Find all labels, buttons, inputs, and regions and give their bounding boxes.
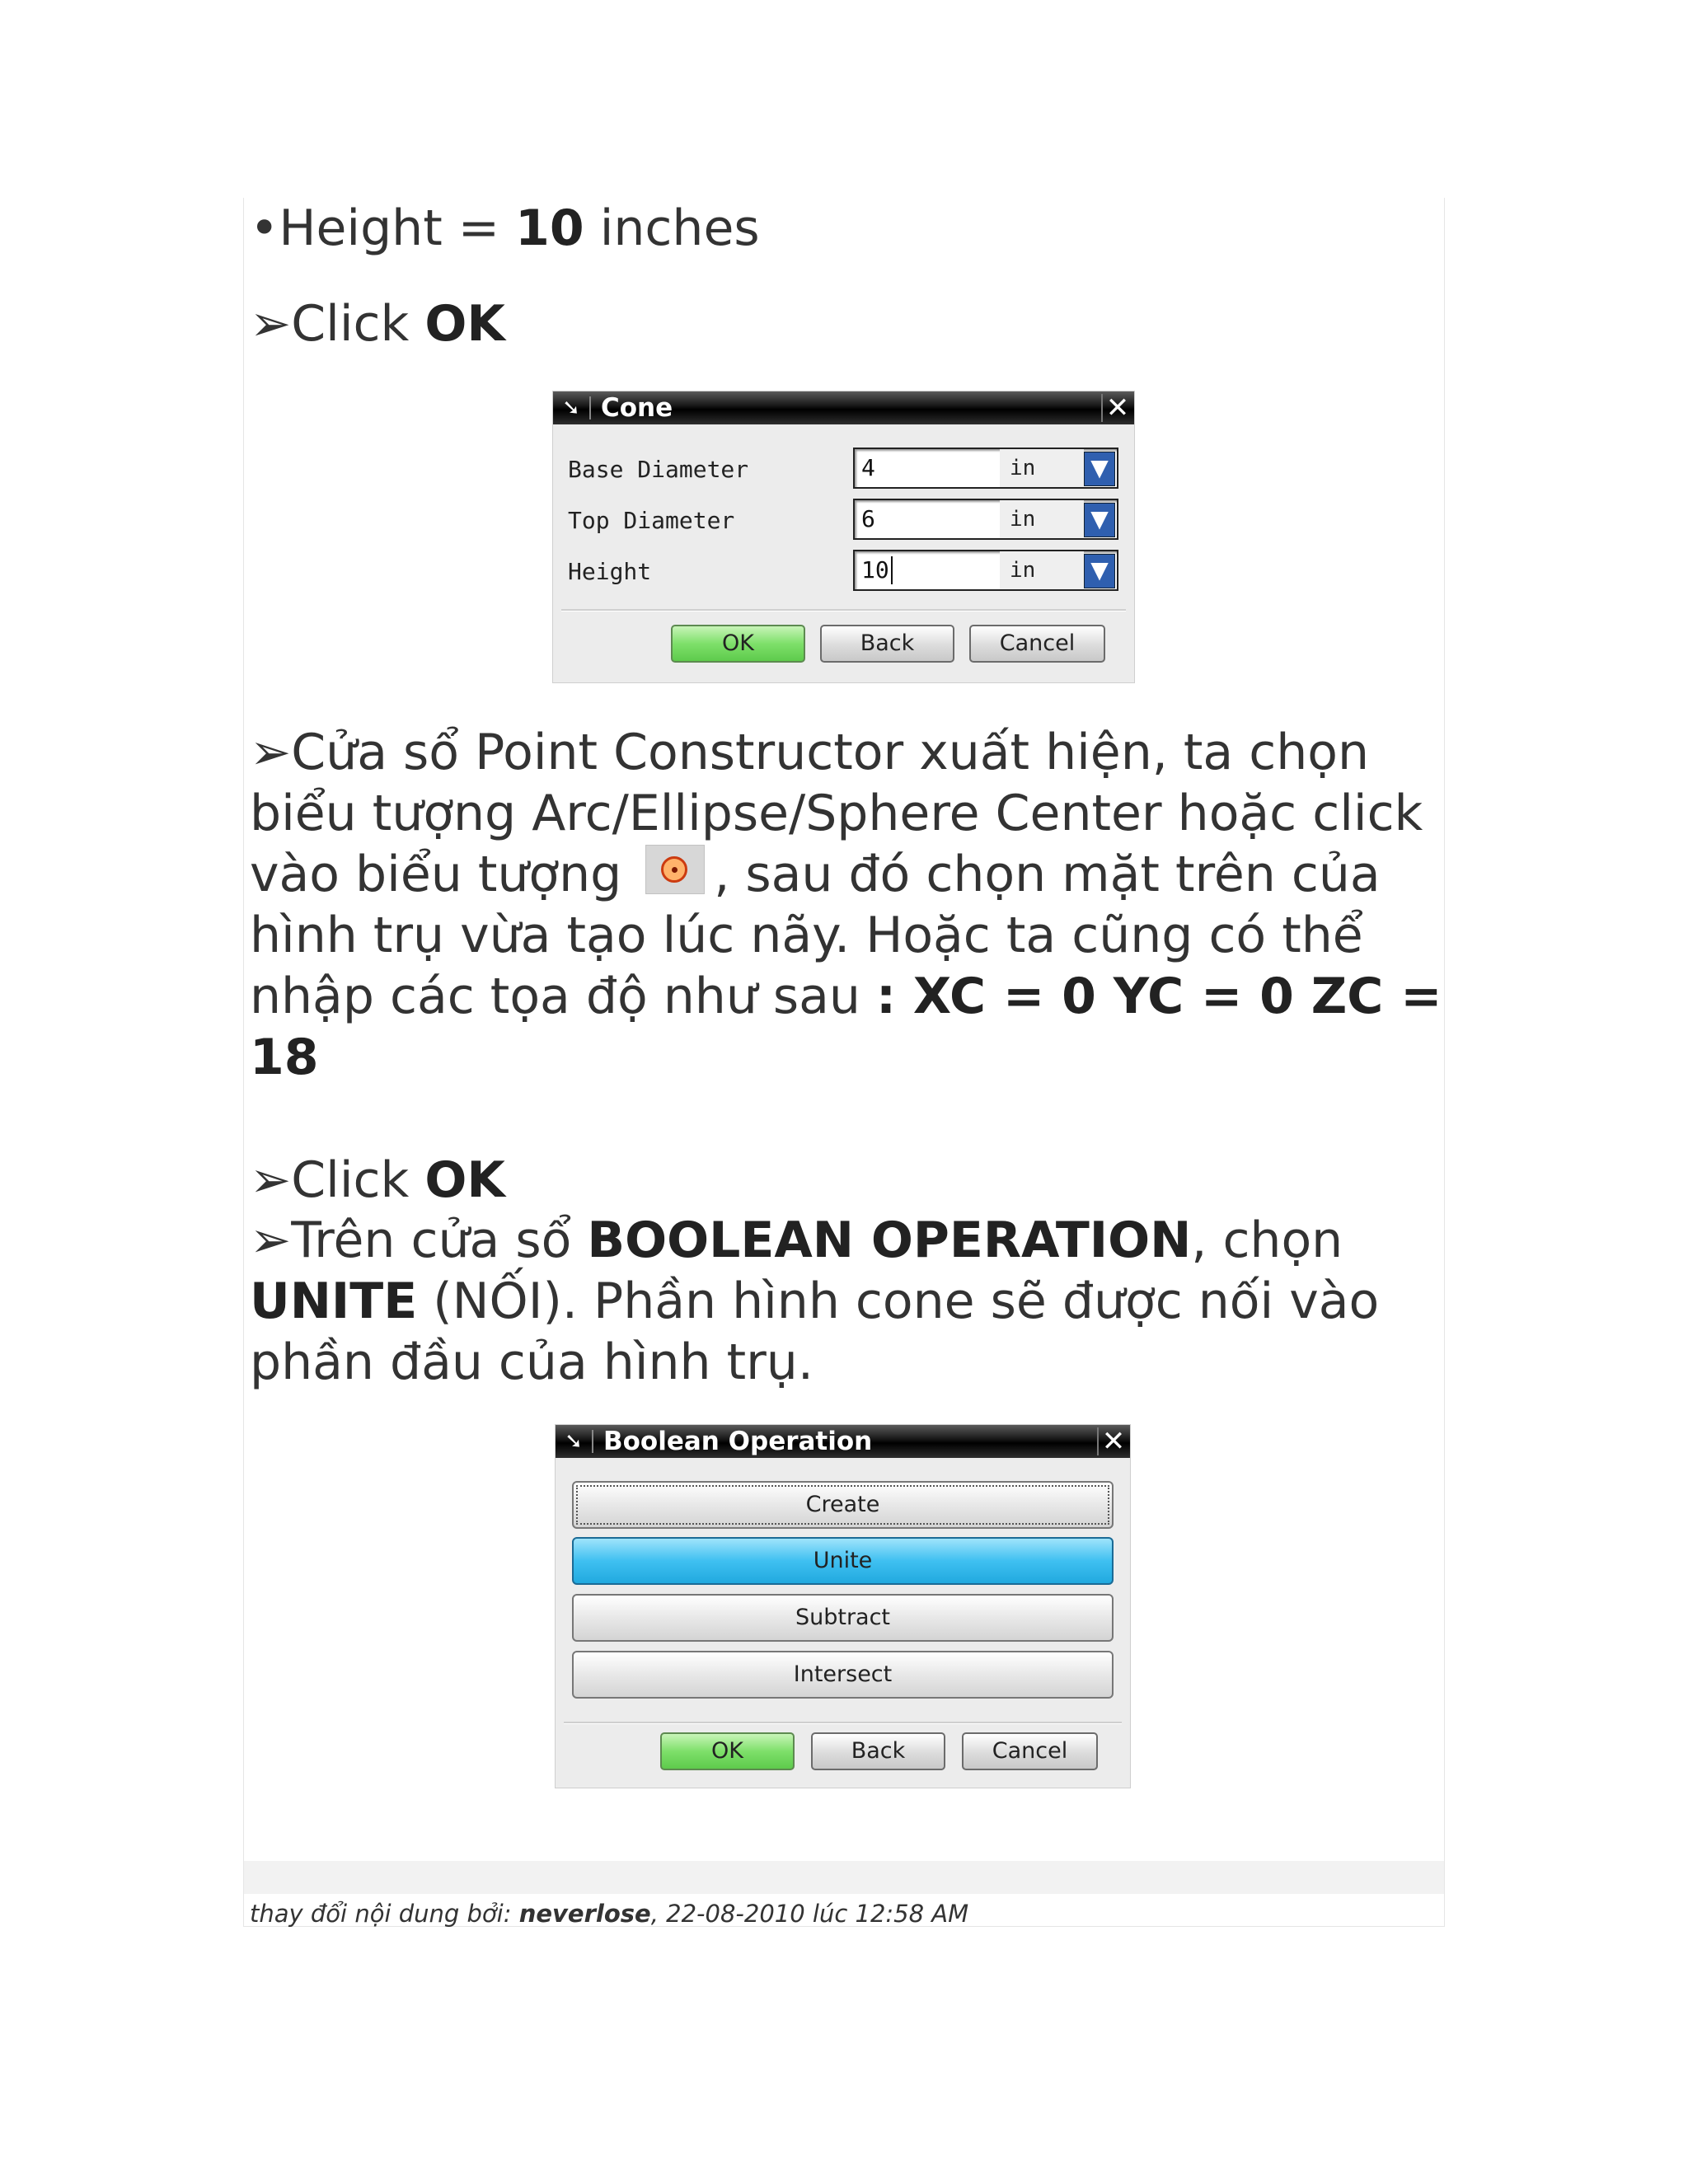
height-label: Height xyxy=(568,558,652,585)
paragraph-text: Cửa sổ Point Constructor xuất hiện, ta chọn biểu tượng Arc/Ellipse/Sphere Center hoặc click vào biểu tượng xyxy=(250,724,1423,903)
ok-button[interactable]: OK xyxy=(671,625,805,663)
title-separator xyxy=(592,1430,593,1453)
edit-note-prefix: thay đổi nội dung bởi: xyxy=(250,1900,519,1928)
unit-label: in xyxy=(1010,558,1036,583)
edit-note xyxy=(250,1900,968,1928)
dropdown-arrow-icon[interactable]: ▼ xyxy=(1084,452,1115,486)
back-button[interactable]: Back xyxy=(820,625,954,663)
height-value: 10 xyxy=(515,199,584,257)
dialog-divider xyxy=(564,1722,1122,1724)
top-diameter-field[interactable] xyxy=(853,499,1118,540)
arrow-icon: ➢ xyxy=(250,1212,292,1269)
pin-icon[interactable]: ➘ xyxy=(562,396,580,420)
arrow-icon: ➢ xyxy=(250,724,292,781)
dialog-title: Cone xyxy=(601,393,673,423)
height-field[interactable] xyxy=(853,550,1118,591)
unit-box xyxy=(1000,551,1084,589)
click-text: Click xyxy=(291,295,425,353)
boolean-titlebar[interactable] xyxy=(556,1425,1130,1458)
point-constructor-paragraph xyxy=(250,722,1445,1088)
arrow-icon: ➢ xyxy=(250,295,292,353)
paragraph-text: (NỐI). Phần hình cone sẽ được nối vào phần đầu của hình trụ. xyxy=(250,1272,1380,1391)
base-diameter-label: Base Diameter xyxy=(568,456,749,483)
height-unit: inches xyxy=(584,199,760,257)
unite-button[interactable]: Unite xyxy=(572,1537,1114,1585)
base-diameter-field[interactable] xyxy=(853,448,1118,489)
text-caret xyxy=(891,556,893,584)
paragraph-text: , chọn xyxy=(1191,1212,1343,1269)
unit-label: in xyxy=(1010,507,1036,532)
click-ok-line xyxy=(250,293,505,354)
edit-note-user[interactable]: neverlose xyxy=(518,1900,651,1928)
intersect-button[interactable]: Intersect xyxy=(572,1651,1114,1699)
arrow-icon: ➢ xyxy=(250,1151,292,1209)
click-ok-line xyxy=(250,1150,505,1211)
edit-note-date: , 22-08-2010 lúc 12:58 AM xyxy=(650,1900,969,1928)
pin-icon[interactable]: ➘ xyxy=(565,1429,583,1454)
click-text: Click xyxy=(291,1151,425,1209)
footer-separator xyxy=(244,1861,1444,1894)
ok-bold-text: OK xyxy=(424,295,505,353)
unit-label: in xyxy=(1010,456,1036,480)
bullet-icon: • xyxy=(250,199,279,257)
center-dot xyxy=(672,867,678,873)
cancel-button[interactable]: Cancel xyxy=(962,1732,1098,1770)
back-button[interactable]: Back xyxy=(811,1732,945,1770)
dropdown-arrow-icon[interactable]: ▼ xyxy=(1084,554,1115,588)
ok-bold-text: OK xyxy=(424,1151,505,1209)
height-line xyxy=(250,198,760,259)
title-separator xyxy=(589,396,591,419)
arc-ellipse-sphere-center-icon xyxy=(645,845,705,894)
create-button[interactable]: Create xyxy=(572,1481,1114,1529)
paragraph-text: , sau đó chọn mặt trên của hình trụ vừa tạo lúc nãy. Hoặc ta cũng có thể nhập các tọa độ như sau xyxy=(250,846,1381,1025)
boolean-paragraph xyxy=(250,1210,1445,1393)
boolean-operation-text: BOOLEAN OPERATION xyxy=(587,1212,1192,1269)
cancel-button[interactable]: Cancel xyxy=(969,625,1105,663)
top-diameter-value[interactable]: 6 xyxy=(861,505,875,532)
ok-button[interactable]: OK xyxy=(660,1732,795,1770)
unit-box xyxy=(1000,500,1084,538)
dialog-title: Boolean Operation xyxy=(603,1427,873,1456)
height-label: Height = xyxy=(279,199,516,257)
top-diameter-label: Top Diameter xyxy=(568,507,735,534)
cone-titlebar[interactable] xyxy=(553,391,1134,424)
close-icon[interactable]: ✕ xyxy=(1101,394,1132,422)
dialog-divider xyxy=(561,609,1126,612)
unit-box xyxy=(1000,449,1084,487)
unite-text: UNITE xyxy=(250,1272,418,1330)
height-value[interactable]: 10 xyxy=(861,556,889,583)
close-icon[interactable]: ✕ xyxy=(1097,1427,1128,1455)
boolean-operation-dialog xyxy=(555,1424,1131,1788)
paragraph-text: Trên cửa sổ xyxy=(291,1212,588,1269)
cone-dialog xyxy=(552,391,1135,683)
subtract-button[interactable]: Subtract xyxy=(572,1594,1114,1642)
dropdown-arrow-icon[interactable]: ▼ xyxy=(1084,503,1115,537)
base-diameter-value[interactable]: 4 xyxy=(861,454,875,481)
coordinates-text: : XC = 0 YC = 0 ZC = 18 xyxy=(250,968,1442,1086)
